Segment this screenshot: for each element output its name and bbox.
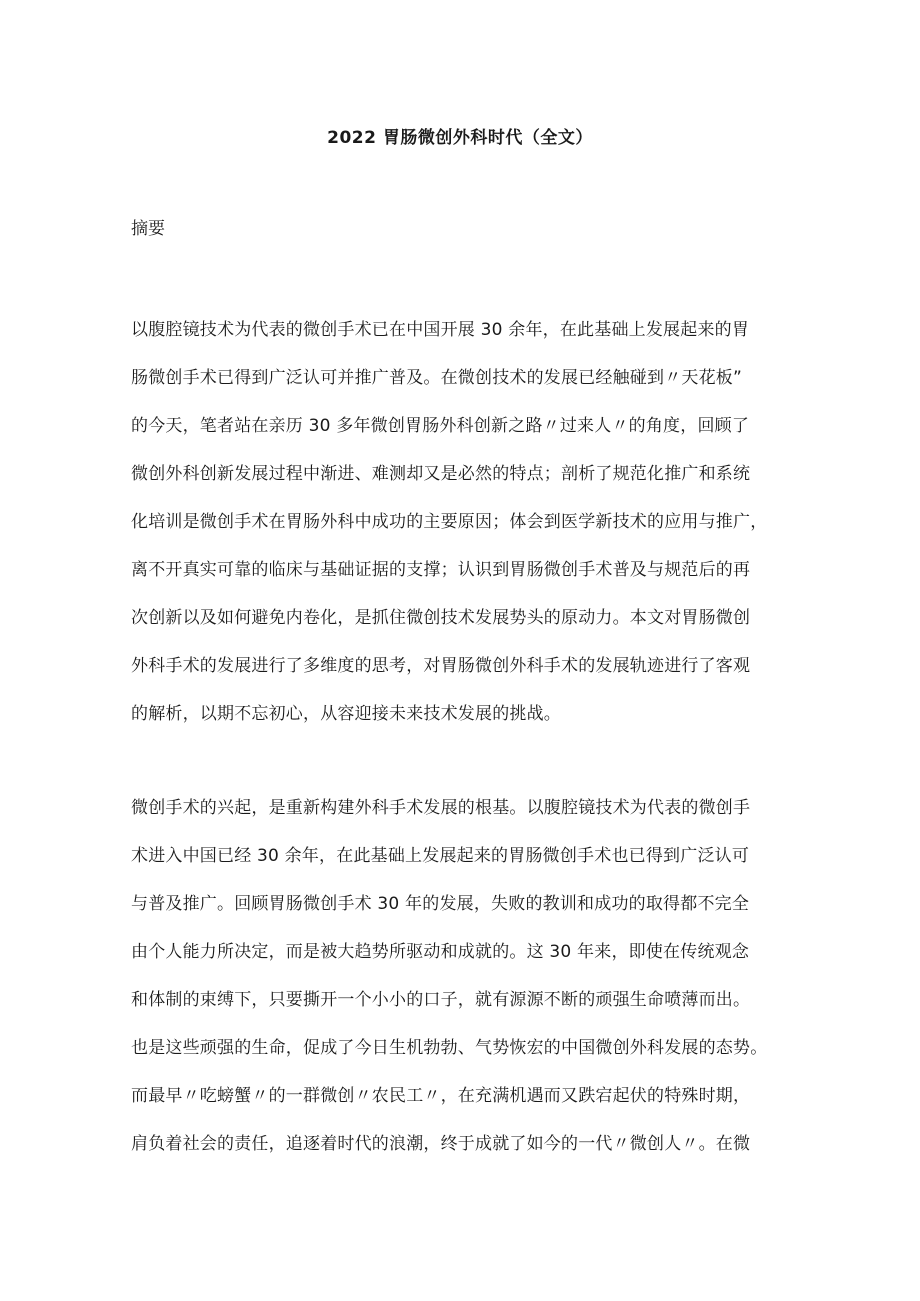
abstract-heading: 摘要 (131, 219, 165, 239)
paragraph-line: 肩负着社会的责任，追逐着时代的浪潮，终于成就了如今的一代〃微创人〃。在微 (131, 1134, 751, 1154)
abstract-paragraph (131, 318, 796, 750)
paragraph-line: 化培训是微创手术在胃肠外科中成功的主要原因；体会到医学新技术的应用与推广， (131, 512, 768, 532)
paragraph-line: 的解析，以期不忘初心，从容迎接未来技术发展的挑战。 (131, 704, 561, 724)
paragraph-line: 和体制的束缚下，只要撕开一个小小的口子，就有源源不断的顽强生命喷薄而出。 (131, 990, 751, 1010)
document-title: 2022 胃肠微创外科时代（全文） (327, 128, 593, 148)
paragraph-line: 术进入中国已经 30 余年，在此基础上发展起来的胃肠微创手术也已得到广泛认可 (131, 846, 750, 866)
paragraph-line: 离不开真实可靠的临床与基础证据的支撑；认识到胃肠微创手术普及与规范后的再 (131, 560, 751, 580)
paragraph-line: 也是这些顽强的生命，促成了今日生机勃勃、气势恢宏的中国微创外科发展的态势。 (131, 1038, 768, 1058)
paragraph-line: 与普及推广。回顾胃肠微创手术 30 年的发展，失败的教训和成功的取得都不完全 (131, 894, 750, 914)
paragraph-line: 外科手术的发展进行了多维度的思考，对胃肠微创外科手术的发展轨迹进行了客观 (131, 656, 751, 676)
paragraph-line: 而最早〃吃螃蟹〃的一群微创〃农民工〃，在充满机遇而又跌宕起伏的特殊时期， (131, 1086, 751, 1106)
paragraph-line: 次创新以及如何避免内卷化，是抓住微创技术发展势头的原动力。本文对胃肠微创 (131, 608, 751, 628)
paragraph-line: 微创外科创新发展过程中渐进、难测却又是必然的特点；剖析了规范化推广和系统 (131, 464, 751, 484)
paragraph-line: 肠微创手术已得到广泛认可并推广普及。在微创技术的发展已经触碰到〃天花板” (131, 368, 743, 388)
paragraph-line: 由个人能力所决定，而是被大趋势所驱动和成就的。这 30 年来，即使在传统观念 (131, 942, 750, 962)
paragraph-line: 微创手术的兴起，是重新构建外科手术发展的根基。以腹腔镜技术为代表的微创手 (131, 798, 751, 818)
body-paragraph (131, 796, 796, 1180)
paragraph-line: 以腹腔镜技术为代表的微创手术已在中国开展 30 余年，在此基础上发展起来的胃 (131, 320, 750, 340)
paragraph-line: 的今天，笔者站在亲历 30 多年微创胃肠外科创新之路〃过来人〃的角度，回顾了 (131, 416, 750, 436)
